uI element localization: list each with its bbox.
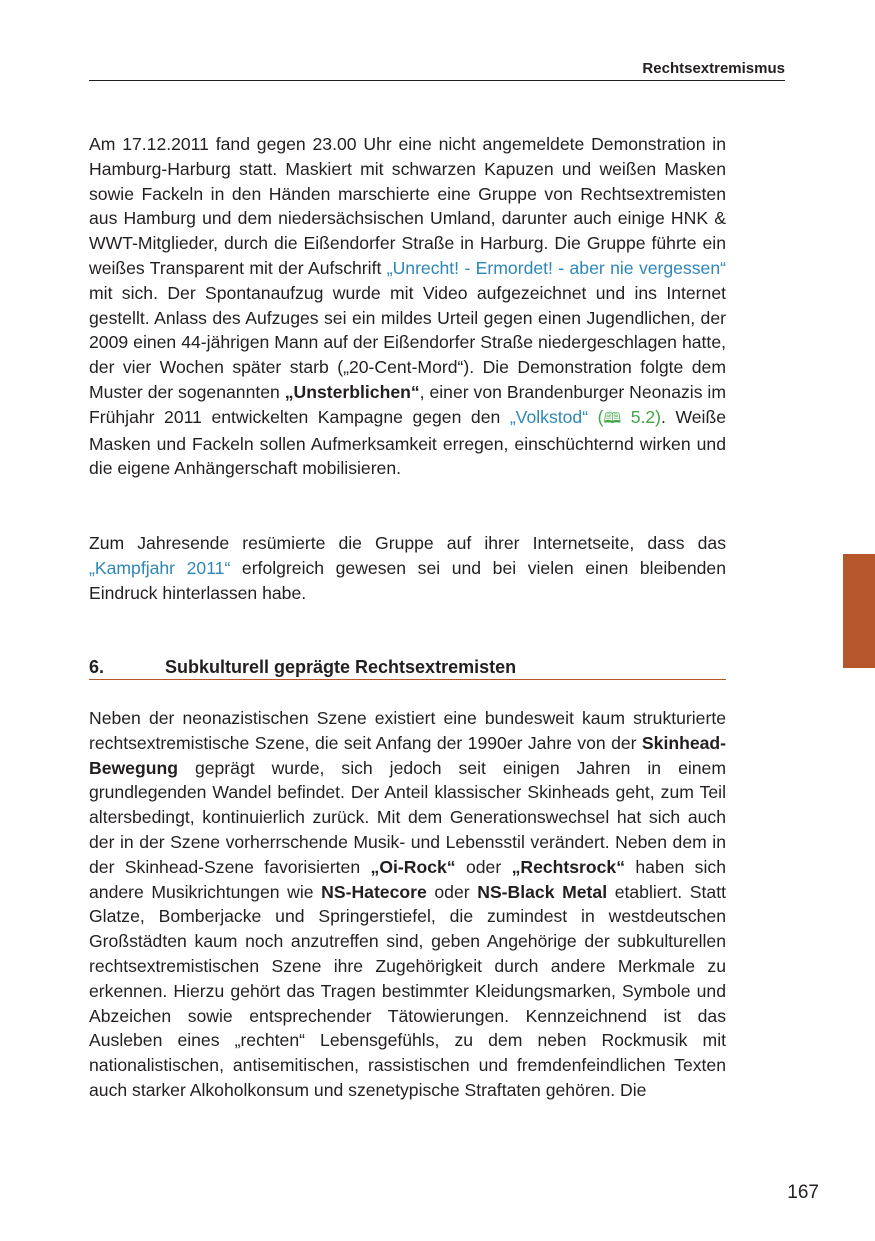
text-segment: Neben der neonazistischen Szene existiert eine bundesweit kaum strukturierte rechtsextremistische Szene, die seit Anfang der 1990er Jahre von der <box>89 708 726 753</box>
running-header: Rechtsextremismus <box>642 60 785 77</box>
text-segment: haben sich andere Musikrichtungen wie <box>89 856 726 902</box>
text-segment: . Weiße Masken und Fackeln sollen Aufmerksamkeit erregen, einschüchternd wirken und die eigene Anhängerschaft mobilisieren. <box>89 406 726 479</box>
paragraph-demonstration <box>89 132 726 481</box>
text-segment: oder <box>455 856 512 877</box>
text-segment: , einer von Brandenburger Neonazis im Frühjahr 2011 entwickelten Kampagne gegen den <box>89 381 726 427</box>
term-unsterblichen: „Unsterblichen“ <box>284 381 420 402</box>
term-oi-rock: „Oi-Rock“ <box>370 856 456 877</box>
text-segment: erfolgreich gewesen sei und bei vielen einen bleibenden Eindruck hinterlassen habe. <box>89 557 726 603</box>
paragraph-kampfjahr <box>89 531 726 605</box>
quote-link-unrecht[interactable]: „Unrecht! - Ermordet! - aber nie vergessen“ <box>386 257 726 278</box>
page-number: 167 <box>787 1182 819 1203</box>
text-segment: etabliert. Statt Glatze, Bomberjacke und Springerstiefel, die zumindest in westdeutschen Großstädten kaum noch anzutreffen sind, geben Angehörige der subkulturellen rechtsextremistischen Szene ihre Zugehörigkeit durch andere Merkmale zu erkennen. Hierzu gehört das Tragen bestimmter Kleidungsmarken, Symbole und Abzeichen sowie entsprechender Tätowierungen. Kennzeichnend ist das Ausleben eines „rechten“ Lebensgefühls, zu dem neben Rockmusik mit nationalistischen, antisemitischen, rassistischen und fremdenfeindlichen Texten auch starker Alkoholkonsum und szenetypische Straftaten gehören. Die <box>89 881 726 1100</box>
term-rechtsrock: „Rechtsrock“ <box>511 856 625 877</box>
chapter-side-tab <box>843 554 875 668</box>
header-rule <box>89 80 785 81</box>
cross-reference-number: 5.2) <box>621 406 662 427</box>
term-ns-black-metal: NS-Black Metal <box>477 881 608 902</box>
quote-link-volkstod[interactable]: „Volkstod“ <box>509 406 589 427</box>
section-title: Subkulturell geprägte Rechtsextremisten <box>165 657 517 677</box>
text-segment: oder <box>426 881 478 902</box>
text-segment: mit sich. Der Spontanaufzug wurde mit Video aufgezeichnet und ins Internet gestellt. Anlass des Aufzuges sei ein mildes Urteil gegen einen Jugendlichen, der 2009 einen 44-jährigen Mann auf der Eißendorfer Straße niedergeschlagen hatte, der vier Wochen später starb („20-Cent-Mord“). Die Demonstration folgte dem Muster der sogenannten <box>89 282 726 402</box>
cross-reference-link[interactable] <box>588 407 661 427</box>
term-skinhead-bewegung: Skinhead-Bewegung <box>89 732 726 778</box>
term-ns-hatecore: NS-Hatecore <box>321 881 427 902</box>
section-heading <box>89 655 726 680</box>
cross-reference-open: ( <box>588 406 604 427</box>
paragraph-subkultur <box>89 706 726 1103</box>
quote-link-kampfjahr[interactable]: „Kampfjahr 2011“ <box>89 557 231 578</box>
text-segment: Am 17.12.2011 fand gegen 23.00 Uhr eine nicht angemeldete Demonstration in Hamburg-Harburg statt. Maskiert mit schwarzen Kapuzen und weißen Masken sowie Fackeln in den Händen marschierte eine Gruppe von Rechtsextremisten aus Hamburg und dem niedersächsischen Umland, darunter auch einige HNK & WWT-Mitglieder, durch die Eißendorfer Straße in Harburg. Die Gruppe führte ein weißes Transparent mit der Aufschrift <box>89 134 726 278</box>
text-segment: Zum Jahresende resümierte die Gruppe auf ihrer Internetseite, dass das <box>89 533 726 553</box>
book-icon: 🕮 <box>603 409 622 427</box>
section-number: 6. <box>89 657 105 677</box>
text-segment: geprägt wurde, sich jedoch seit einigen Jahren in einem grundlegenden Wandel befindet. Der Anteil klassischer Skinheads geht, zum Teil altersbedingt, kontinuierlich zurück. Mit dem Generationswechsel hat sich auch der in der Szene vorherrschende Musik- und Lebensstil verändert. Neben dem in der Skinhead-Szene favorisierten <box>89 757 726 877</box>
